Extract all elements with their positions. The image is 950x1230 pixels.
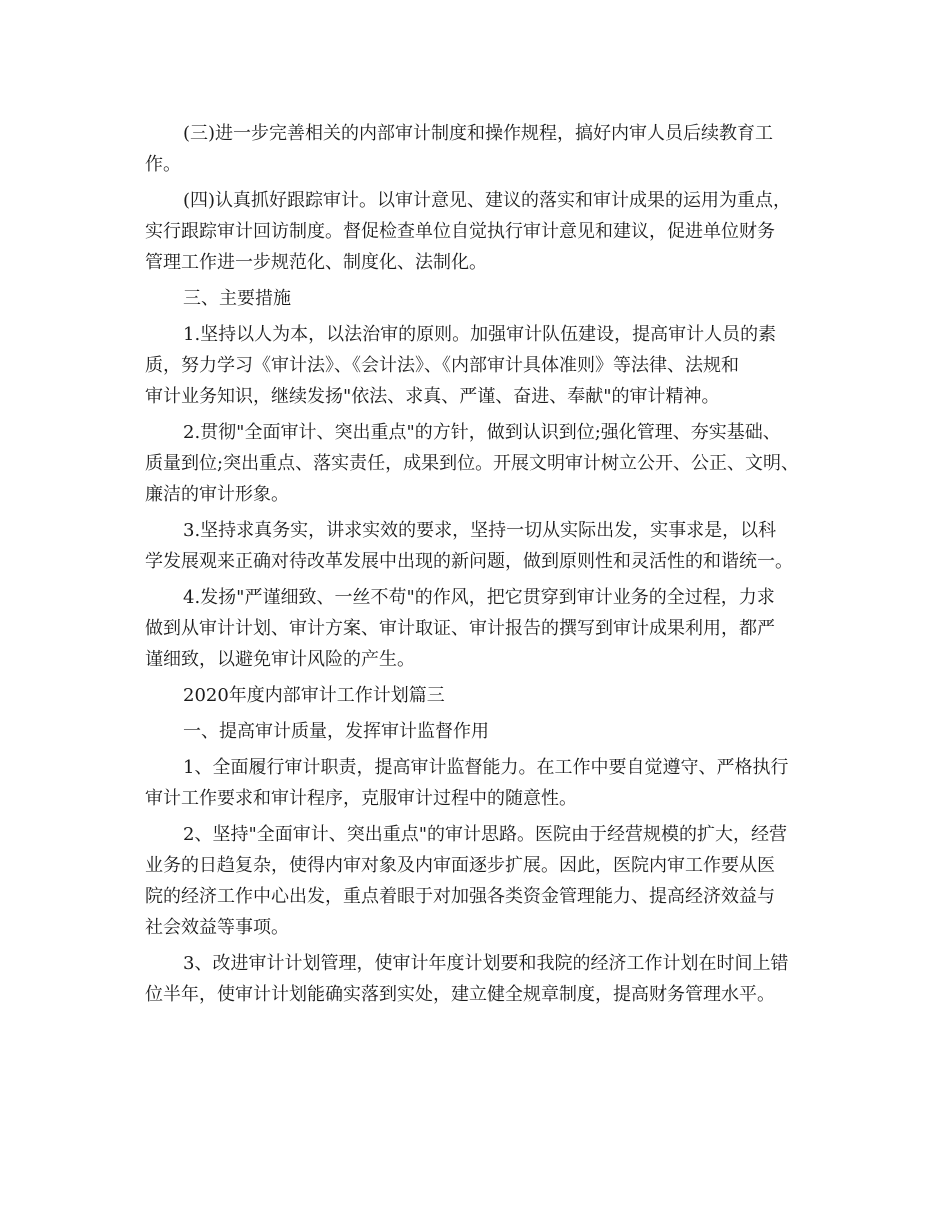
paragraph-continuation-line: 谨细致，以避免审计风险的产生。: [145, 649, 415, 670]
paragraph-line: 3、改进审计计划管理，使审计年度计划要和我院的经济工作计划在时间上错: [183, 953, 789, 974]
paragraph-line: 2.贯彻"全面审计、突出重点"的方针，做到认识到位;强化管理、夯实基础、: [183, 422, 781, 443]
paragraph-continuation-line: 作。: [145, 154, 181, 175]
paragraph-continuation-line: 质量到位;突出重点、落实责任，成果到位。开展文明审计树立公开、公正、文明、: [145, 453, 800, 474]
document-body: [145, 118, 815, 1010]
paragraph-line: 4.发扬"严谨细致、一丝不苟"的作风，把它贯穿到审计业务的全过程，力求: [183, 587, 775, 608]
paragraph-continuation-line: 院的经济工作中心出发，重点着眼于对加强各类资金管理能力、提高经济效益与: [145, 886, 775, 907]
paragraph-continuation-line: 位半年，使审计计划能确实落到实处，建立健全规章制度，提高财务管理水平。: [145, 984, 775, 1005]
paragraph-continuation-line: 社会效益等事项。: [145, 917, 289, 938]
paragraph-continuation-line: 实行跟踪审计回访制度。督促检查单位自觉执行审计意见和建议，促进单位财务: [145, 221, 775, 242]
paragraph-line: 2020年度内部审计工作计划篇三: [183, 685, 445, 706]
paragraph-continuation-line: 审计工作要求和审计程序，克服审计过程中的随意性。: [145, 788, 577, 809]
paragraph-line: 三、主要措施: [183, 288, 291, 309]
paragraph-continuation-line: 业务的日趋复杂，使得内审对象及内审面逐步扩展。因此，医院内审工作要从医: [145, 855, 775, 876]
paragraph-line: (三)进一步完善相关的内部审计制度和操作规程，搞好内审人员后续教育工: [183, 123, 774, 144]
paragraph-continuation-line: 质，努力学习《审计法》、《会计法》、《内部审计具体准则》等法律、法规和: [145, 355, 739, 376]
paragraph-line: 3.坚持求真务实，讲求实效的要求，坚持一切从实际出发，实事求是，以科: [183, 520, 777, 541]
paragraph-continuation-line: 审计业务知识，继续发扬"依法、求真、严谨、奋进、奉献"的审计精神。: [145, 386, 720, 407]
paragraph-line: 一、提高审计质量，发挥审计监督作用: [183, 721, 489, 742]
paragraph-continuation-line: 做到从审计计划、审计方案、审计取证、审计报告的撰写到审计成果利用，都严: [145, 618, 775, 639]
paragraph-continuation-line: 学发展观来正确对待改革发展中出现的新问题，做到原则性和灵活性的和谐统一。: [145, 551, 793, 572]
paragraph-line: 2、坚持"全面审计、突出重点"的审计思路。医院由于经营规模的扩大，经营: [183, 824, 788, 845]
paragraph-line: 1、全面履行审计职责，提高审计监督能力。在工作中要自觉遵守、严格执行: [183, 757, 789, 778]
paragraph-continuation-line: 管理工作进一步规范化、制度化、法制化。: [145, 252, 487, 273]
paragraph-continuation-line: 廉洁的审计形象。: [145, 484, 289, 505]
paragraph-line: (四)认真抓好跟踪审计。以审计意见、建议的落实和审计成果的运用为重点，: [183, 190, 792, 211]
paragraph-line: 1.坚持以人为本，以法治审的原则。加强审计队伍建设，提高审计人员的素: [183, 324, 777, 345]
